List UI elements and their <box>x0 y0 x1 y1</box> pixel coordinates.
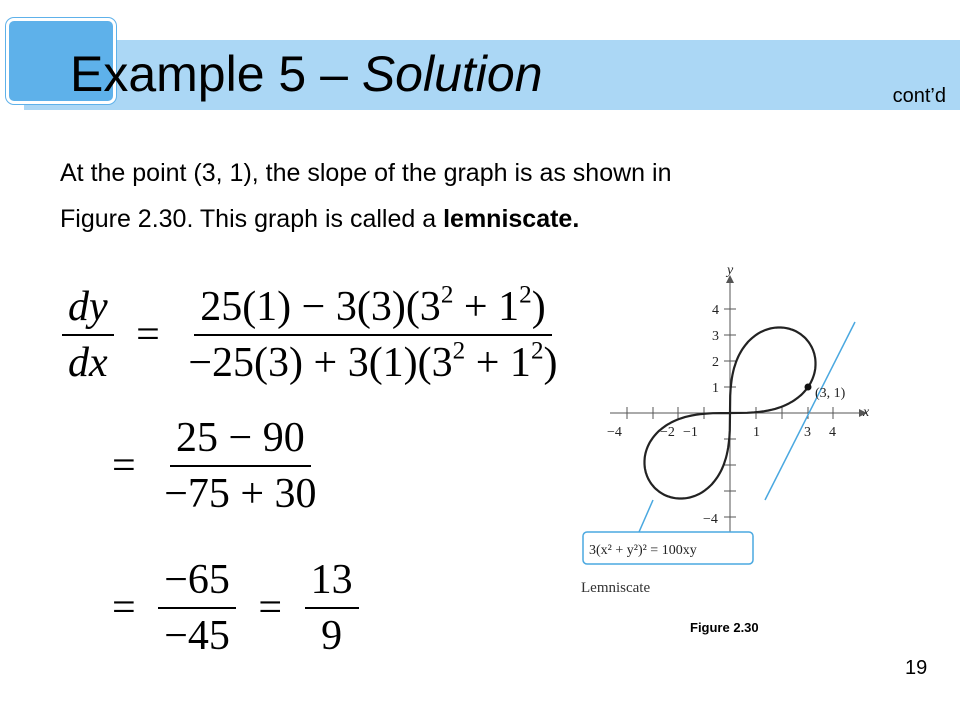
y-axis-label: y <box>727 263 734 278</box>
lemniscate-figure <box>575 260 875 610</box>
point-label: (3, 1) <box>815 386 846 401</box>
dy-dx-fraction <box>62 283 114 387</box>
derivation-line-1 <box>62 283 564 387</box>
figure-caption: Lemniscate <box>581 580 651 596</box>
slope-fraction-1 <box>182 283 563 387</box>
slope-fraction-3-numerator: −65 <box>158 556 236 609</box>
f1-den-a: −25(3) + 3(1)(3 <box>188 340 453 386</box>
tangent-line <box>765 322 855 500</box>
lemniscate-term: lemniscate. <box>443 205 580 233</box>
equals-sign: = <box>136 312 160 358</box>
y-tick-label: 1 <box>712 381 719 396</box>
x-tick-label: 3 <box>804 425 811 440</box>
point-marker <box>805 384 812 391</box>
x-tick-label: 1 <box>753 425 760 440</box>
f1-num-b: + 1 <box>453 284 520 330</box>
slope-fraction-3 <box>158 556 236 660</box>
title-italic: Solution <box>361 46 543 102</box>
derivation-line-3 <box>100 556 359 660</box>
f1-num-a: 25(1) − 3(3)(3 <box>200 284 441 330</box>
f1-den-b: + 1 <box>465 340 531 386</box>
body-line-2: Figure 2.30. This graph is called a <box>60 205 444 233</box>
slope-fraction-2 <box>158 414 322 518</box>
derivation-line-2 <box>100 414 323 518</box>
figure-number: Figure 2.30 <box>690 620 759 635</box>
y-tick-label: 3 <box>712 329 719 344</box>
page-number: 19 <box>905 657 928 679</box>
f1-num-c: ) <box>531 284 546 330</box>
y-tick-label: 4 <box>712 303 719 318</box>
equals-sign: = <box>112 443 136 489</box>
f1-den-c: ) <box>543 340 558 386</box>
slope-fraction-3-denominator: −45 <box>164 613 230 659</box>
x-tick-label: −2 <box>660 425 675 440</box>
slope-fraction-2-numerator: 25 − 90 <box>170 414 311 467</box>
label-pointer <box>639 500 653 532</box>
title-main: Example 5 – <box>70 46 362 102</box>
x-tick-label: 4 <box>829 425 836 440</box>
f1-num-exp-1: 2 <box>440 281 454 309</box>
f1-den-exp-2: 2 <box>530 337 544 365</box>
equals-sign: = <box>112 585 136 631</box>
dy: dy <box>62 283 114 336</box>
f1-num-exp-2: 2 <box>519 281 532 309</box>
y-tick-label: −4 <box>703 512 718 527</box>
f1-den-exp-1: 2 <box>452 337 466 365</box>
body-line-1: At the point (3, 1), the slope of the graph is as shown in <box>60 159 672 187</box>
x-tick-label: −4 <box>607 425 622 440</box>
slope-fraction-4 <box>305 556 359 660</box>
slope-fraction-1-denominator <box>182 336 563 387</box>
contd-label: cont’d <box>892 85 946 107</box>
y-tick-label: 2 <box>712 355 719 370</box>
equals-sign: = <box>258 585 283 631</box>
slope-fraction-4-numerator: 13 <box>305 556 359 609</box>
x-axis-label: x <box>863 405 870 420</box>
x-tick-label: −1 <box>683 425 698 440</box>
equation-label: 3(x² + y²)² = 100xy <box>589 543 697 558</box>
slope-fraction-2-denominator: −75 + 30 <box>164 471 317 517</box>
slide-title <box>70 40 543 108</box>
body-text <box>60 150 880 242</box>
slope-fraction-4-denominator: 9 <box>321 613 343 659</box>
dx: dx <box>68 340 108 386</box>
slope-fraction-1-numerator <box>194 283 552 336</box>
